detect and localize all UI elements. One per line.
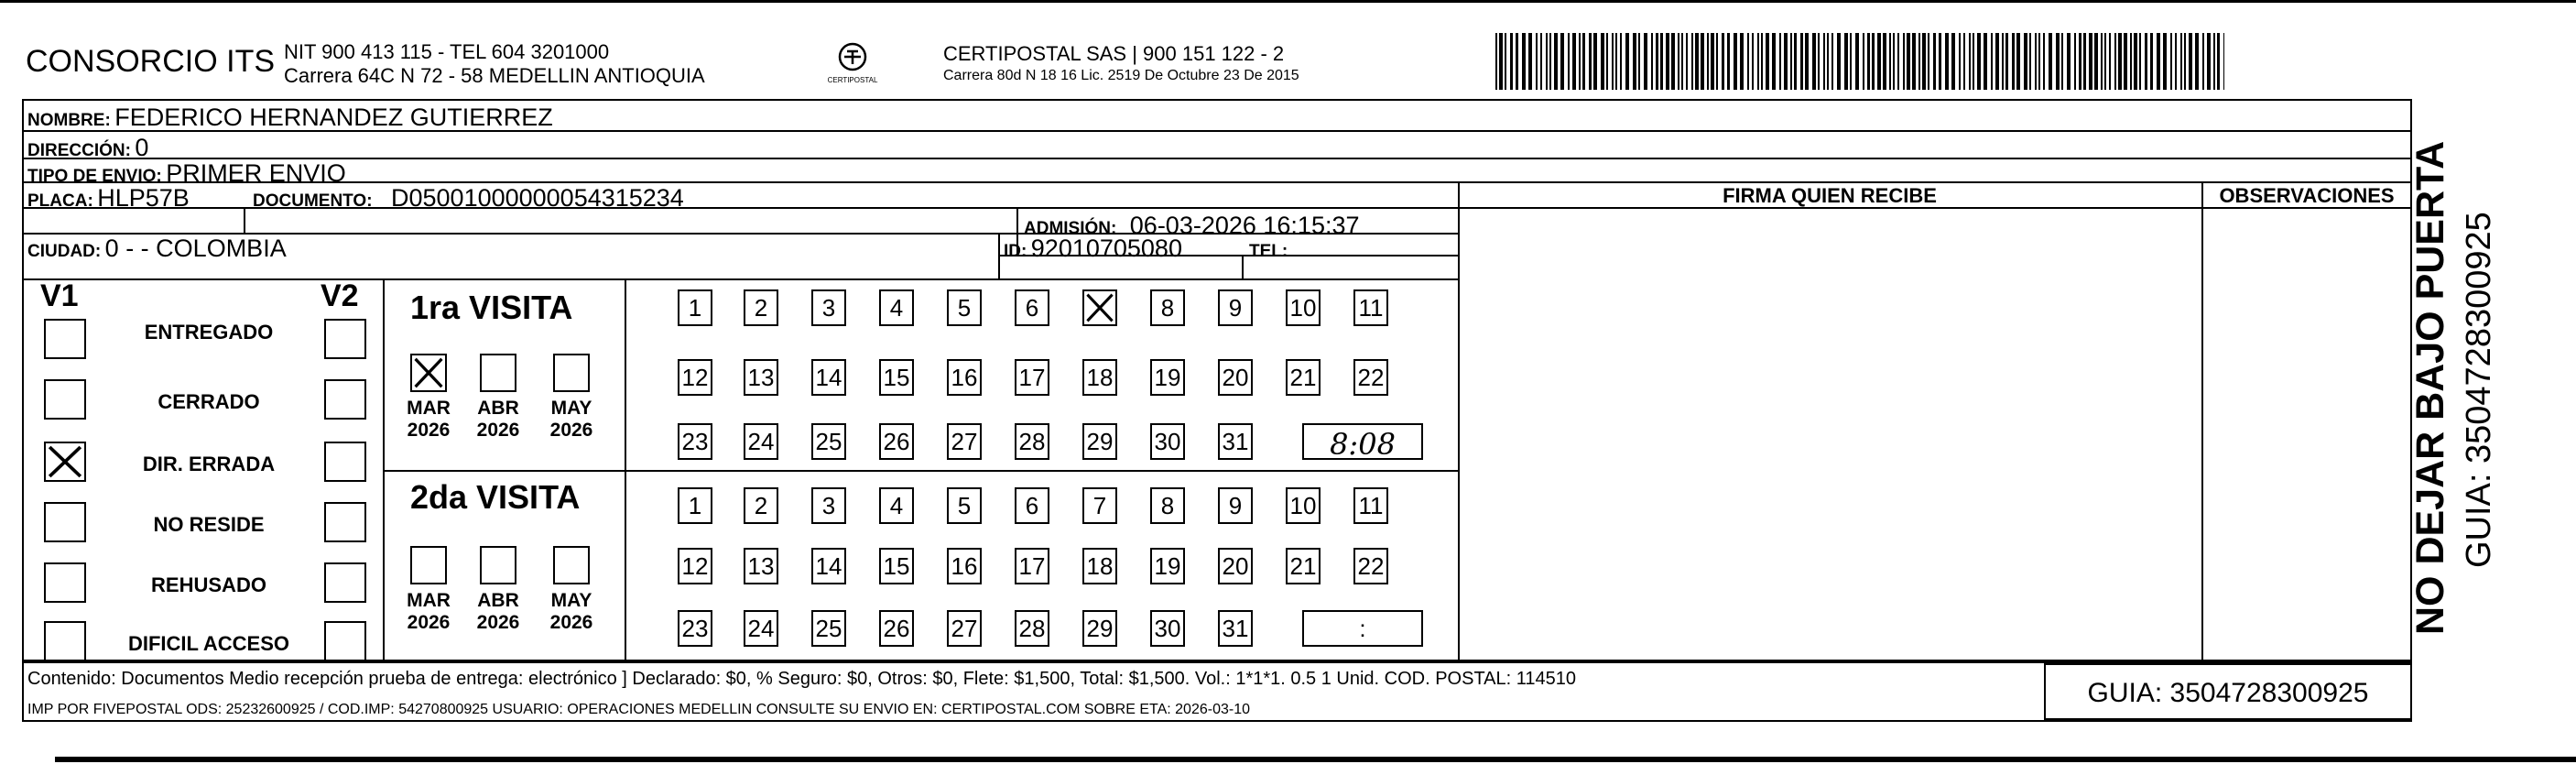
- day-number: 14: [815, 363, 842, 391]
- day-number: 15: [883, 551, 910, 580]
- day-box[interactable]: [1082, 610, 1117, 647]
- month-name: MAY: [550, 590, 592, 611]
- status-v1-checkbox[interactable]: [44, 442, 86, 482]
- day-box[interactable]: [1353, 359, 1388, 396]
- day-number: 30: [1154, 614, 1181, 642]
- row-divider: [22, 158, 2412, 159]
- day-box[interactable]: [1218, 359, 1253, 396]
- day-box[interactable]: [1286, 289, 1321, 326]
- time-box[interactable]: [1302, 610, 1423, 647]
- day-number: 28: [1018, 427, 1046, 455]
- row-divider: [22, 207, 1458, 209]
- month-name: ABR: [477, 590, 519, 611]
- day-box[interactable]: [744, 359, 778, 396]
- row-divider: [1458, 207, 2412, 209]
- day-number: 25: [815, 614, 842, 642]
- footer-imp: IMP POR FIVEPOSTAL ODS: 25232600925 / COD.IMP: 54270800925 USUARIO: OPERACIONES MEDELLIN CONSULTE SU ENVIO EN: CERTIPOSTAL.COM SOBRE ETA: 2026-03-10: [27, 702, 1250, 717]
- month-year: 2026: [407, 612, 451, 633]
- barcode: [1495, 33, 2224, 90]
- status-label: DIR. ERRADA: [142, 453, 276, 475]
- documento-value: D05001000000054315234: [391, 184, 684, 212]
- ciudad-row: [27, 235, 287, 263]
- month-checkbox[interactable]: [480, 354, 516, 392]
- day-box[interactable]: [879, 359, 914, 396]
- id-value: 92010705080: [1030, 235, 1182, 262]
- top-border: [0, 0, 2576, 3]
- day-box[interactable]: [879, 610, 914, 647]
- day-number: 16: [951, 551, 978, 580]
- col-divider: [244, 207, 245, 233]
- day-number: 17: [1018, 551, 1046, 580]
- month-name: MAY: [550, 398, 592, 419]
- day-box[interactable]: [1082, 359, 1117, 396]
- col-divider: [1458, 181, 1460, 661]
- status-label: NO RESIDE: [153, 513, 265, 536]
- day-number: 24: [747, 614, 775, 642]
- side-guia-text: GUIA: 3504728300925: [2460, 212, 2498, 568]
- month-checkbox[interactable]: [553, 546, 590, 584]
- month-checkbox[interactable]: [480, 546, 516, 584]
- status-label: DIFICIL ACCESO: [127, 632, 289, 655]
- month-label: [544, 398, 599, 442]
- day-box[interactable]: [1218, 487, 1253, 524]
- day-box[interactable]: [678, 548, 712, 584]
- documento-row: [253, 184, 684, 213]
- month-checkbox[interactable]: [410, 546, 447, 584]
- day-number: 9: [1228, 293, 1243, 322]
- status-label: ENTREGADO: [144, 321, 274, 344]
- day-box[interactable]: [811, 289, 846, 326]
- day-box[interactable]: [1218, 423, 1253, 460]
- row-divider: [383, 470, 1458, 472]
- month-year: 2026: [476, 612, 520, 633]
- row-divider: [22, 181, 2412, 183]
- day-number: 4: [889, 491, 904, 519]
- day-box[interactable]: [811, 423, 846, 460]
- day-number: 21: [1289, 363, 1317, 391]
- day-box[interactable]: [744, 487, 778, 524]
- day-number: 18: [1086, 363, 1114, 391]
- ciudad-value: 0 - - COLOMBIA: [104, 235, 287, 262]
- day-number: 20: [1222, 551, 1249, 580]
- month-name: MAR: [407, 398, 451, 419]
- month-name: ABR: [477, 398, 519, 419]
- day-box[interactable]: [947, 289, 982, 326]
- day-number: 2: [754, 293, 768, 322]
- day-box[interactable]: [947, 423, 982, 460]
- status-v2-checkbox[interactable]: [324, 319, 366, 359]
- month-label: [471, 398, 526, 442]
- day-number: 30: [1154, 427, 1181, 455]
- row-divider: [22, 720, 2412, 722]
- day-number: 23: [681, 614, 709, 642]
- day-number: 19: [1154, 551, 1181, 580]
- day-box[interactable]: [947, 359, 982, 396]
- status-v1-checkbox[interactable]: [44, 621, 86, 661]
- status-label: REHUSADO: [151, 573, 266, 596]
- documento-label: DOCUMENTO:: [253, 191, 373, 211]
- day-box[interactable]: [1218, 289, 1253, 326]
- day-box[interactable]: [1353, 289, 1388, 326]
- day-number: 12: [681, 363, 709, 391]
- placa-row: [27, 184, 190, 213]
- day-number: 9: [1228, 491, 1243, 519]
- day-box[interactable]: [1286, 359, 1321, 396]
- day-box[interactable]: [678, 610, 712, 647]
- col-divider: [22, 661, 24, 722]
- day-number: 27: [951, 614, 978, 642]
- day-number: 8: [1160, 491, 1175, 519]
- day-number: 16: [951, 363, 978, 391]
- day-box[interactable]: [1082, 289, 1117, 326]
- day-box[interactable]: [1150, 610, 1185, 647]
- footer-contenido: Contenido: Documentos Medio recepción prueba de entrega: electrónico ] Declarado: $0, % Seguro: $0, Otros: $0, Flete: $1,500, Total: $1,500. Vol.: 1*1*1. 0.5 1 Unid. COD. POSTAL: 114510: [27, 669, 1577, 689]
- day-number: 29: [1086, 427, 1114, 455]
- footer-guia: GUIA: 3504728300925: [2087, 678, 2369, 708]
- day-number: 11: [1358, 491, 1384, 519]
- company-address: Carrera 64C N 72 - 58 MEDELLIN ANTIOQUIA: [284, 64, 705, 87]
- day-number: 17: [1018, 363, 1046, 391]
- carrier-address: Carrera 80d N 18 16 Lic. 2519 De Octubre 23 De 2015: [943, 68, 1299, 83]
- col-divider: [1242, 255, 1244, 278]
- month-checkbox[interactable]: [553, 354, 590, 392]
- status-v2-checkbox[interactable]: [324, 442, 366, 482]
- direccion-label: DIRECCIÓN:: [27, 141, 131, 160]
- day-box[interactable]: [947, 548, 982, 584]
- bottom-border: [55, 757, 2576, 762]
- day-box[interactable]: [678, 487, 712, 524]
- day-number: 29: [1086, 614, 1114, 642]
- day-number: 12: [681, 551, 709, 580]
- day-number: 22: [1357, 551, 1385, 580]
- day-number: 26: [883, 427, 910, 455]
- day-box[interactable]: [1082, 548, 1117, 584]
- day-box[interactable]: [1082, 423, 1117, 460]
- month-year: 2026: [476, 420, 520, 441]
- day-number: 28: [1018, 614, 1046, 642]
- month-label: [544, 590, 599, 634]
- status-v1-checkbox[interactable]: [44, 319, 86, 359]
- day-box[interactable]: [1286, 548, 1321, 584]
- day-box[interactable]: [1218, 548, 1253, 584]
- day-box[interactable]: [1150, 289, 1185, 326]
- day-number: 3: [821, 293, 836, 322]
- company-nit: NIT 900 413 115 - TEL 604 3201000: [284, 40, 610, 63]
- day-number: 27: [951, 427, 978, 455]
- day-box[interactable]: [1015, 548, 1049, 584]
- day-number: 13: [747, 363, 775, 391]
- day-box[interactable]: [1015, 289, 1049, 326]
- day-box[interactable]: [744, 548, 778, 584]
- day-box[interactable]: [1150, 548, 1185, 584]
- day-number: 6: [1025, 293, 1039, 322]
- day-number: 15: [883, 363, 910, 391]
- day-number: 31: [1222, 614, 1249, 642]
- direccion-value: 0: [135, 134, 149, 161]
- day-box[interactable]: [947, 487, 982, 524]
- day-number: 5: [957, 491, 972, 519]
- day-box[interactable]: [678, 359, 712, 396]
- day-number: 21: [1289, 551, 1317, 580]
- day-number: 3: [821, 491, 836, 519]
- id-row: [1004, 235, 1182, 263]
- day-number: 22: [1357, 363, 1385, 391]
- day-box[interactable]: [1150, 423, 1185, 460]
- month-label: [401, 590, 456, 634]
- day-box[interactable]: [678, 423, 712, 460]
- visit1-title: 1ra VISITA: [410, 289, 573, 326]
- nombre-row: [27, 104, 553, 132]
- day-box[interactable]: [1015, 359, 1049, 396]
- day-number: 31: [1222, 427, 1249, 455]
- day-number: 20: [1222, 363, 1249, 391]
- day-number: 2: [754, 491, 768, 519]
- day-number: 5: [957, 293, 972, 322]
- placa-value: HLP57B: [97, 184, 190, 212]
- status-v2-checkbox[interactable]: [324, 621, 366, 661]
- placa-label: PLACA:: [27, 191, 93, 211]
- day-number: 18: [1086, 551, 1114, 580]
- day-number: 23: [681, 427, 709, 455]
- day-box[interactable]: [1015, 423, 1049, 460]
- status-v2-checkbox[interactable]: [324, 379, 366, 420]
- month-year: 2026: [407, 420, 451, 441]
- status-v2-checkbox[interactable]: [324, 502, 366, 542]
- day-number: 10: [1289, 491, 1317, 519]
- day-number: 1: [688, 293, 702, 322]
- status-v1-checkbox[interactable]: [44, 562, 86, 603]
- day-number: 26: [883, 614, 910, 642]
- day-number: 25: [815, 427, 842, 455]
- day-box[interactable]: [1150, 487, 1185, 524]
- admision-label: ADMISIÓN:: [1024, 219, 1117, 238]
- day-number: 14: [815, 551, 842, 580]
- v2-label: V2: [321, 278, 359, 313]
- firma-header: FIRMA QUIEN RECIBE: [1723, 184, 1937, 207]
- nombre-label: NOMBRE:: [27, 111, 111, 130]
- day-box[interactable]: [879, 548, 914, 584]
- col-divider: [2201, 181, 2203, 661]
- day-box[interactable]: [1286, 487, 1321, 524]
- visit2-title: 2da VISITA: [410, 478, 581, 516]
- tel-label: TEL:: [1249, 242, 1288, 261]
- day-box[interactable]: [1015, 487, 1049, 524]
- status-v1-checkbox[interactable]: [44, 502, 86, 542]
- time-box[interactable]: [1302, 423, 1423, 460]
- day-box[interactable]: [879, 289, 914, 326]
- day-number: 19: [1154, 363, 1181, 391]
- handwritten-time: 8:08: [1330, 427, 1396, 462]
- id-label: ID:: [1004, 242, 1027, 261]
- day-number: 7: [1092, 491, 1107, 519]
- day-box[interactable]: [678, 289, 712, 326]
- day-box[interactable]: [1015, 610, 1049, 647]
- tipo-envio-label: TIPO DE ENVIO:: [27, 167, 162, 186]
- day-box[interactable]: [744, 610, 778, 647]
- carrier-name: CERTIPOSTAL SAS | 900 151 122 - 2: [943, 42, 1285, 65]
- certipostal-logo: [820, 40, 886, 88]
- day-box[interactable]: [1218, 610, 1253, 647]
- day-box[interactable]: [879, 487, 914, 524]
- nombre-value: FEDERICO HERNANDEZ GUTIERREZ: [114, 104, 553, 131]
- day-box[interactable]: [811, 359, 846, 396]
- day-box[interactable]: [1150, 359, 1185, 396]
- time-value: :: [1359, 614, 1366, 642]
- tipo-envio-value: PRIMER ENVIO: [166, 159, 346, 187]
- day-box[interactable]: [1082, 487, 1117, 524]
- day-number: 24: [747, 427, 775, 455]
- status-v1-checkbox[interactable]: [44, 379, 86, 420]
- month-label: [401, 398, 456, 442]
- day-number: 11: [1358, 293, 1384, 322]
- row-divider: [22, 278, 1458, 280]
- tel-row: [1249, 235, 1288, 263]
- day-number: 4: [889, 293, 904, 322]
- day-number: 10: [1289, 293, 1317, 322]
- day-number: 13: [747, 551, 775, 580]
- status-label: CERRADO: [158, 390, 260, 413]
- day-box[interactable]: [879, 423, 914, 460]
- admision-value: 06-03-2026 16:15:37: [1129, 212, 1360, 239]
- day-box[interactable]: [1353, 548, 1388, 584]
- svg-text:CERTIPOSTAL: CERTIPOSTAL: [827, 76, 878, 84]
- month-checkbox[interactable]: [410, 354, 447, 392]
- observaciones-header: OBSERVACIONES: [2219, 184, 2395, 207]
- day-box[interactable]: [947, 610, 982, 647]
- no-dejar-text: NO DEJAR BAJO PUERTA: [2408, 140, 2452, 635]
- day-number: 8: [1160, 293, 1175, 322]
- ciudad-label: CIUDAD:: [27, 242, 102, 261]
- direccion-row: [27, 134, 148, 162]
- month-label: [471, 590, 526, 634]
- day-box[interactable]: [1353, 487, 1388, 524]
- v1-label: V1: [40, 278, 79, 313]
- month-name: MAR: [407, 590, 451, 611]
- day-box[interactable]: [811, 610, 846, 647]
- company-name: CONSORCIO ITS: [26, 44, 276, 79]
- day-box[interactable]: [744, 423, 778, 460]
- day-number: 1: [688, 491, 702, 519]
- day-box[interactable]: [811, 548, 846, 584]
- day-box[interactable]: [811, 487, 846, 524]
- month-year: 2026: [549, 612, 593, 633]
- day-number: 6: [1025, 491, 1039, 519]
- day-box[interactable]: [744, 289, 778, 326]
- month-year: 2026: [549, 420, 593, 441]
- status-v2-checkbox[interactable]: [324, 562, 366, 603]
